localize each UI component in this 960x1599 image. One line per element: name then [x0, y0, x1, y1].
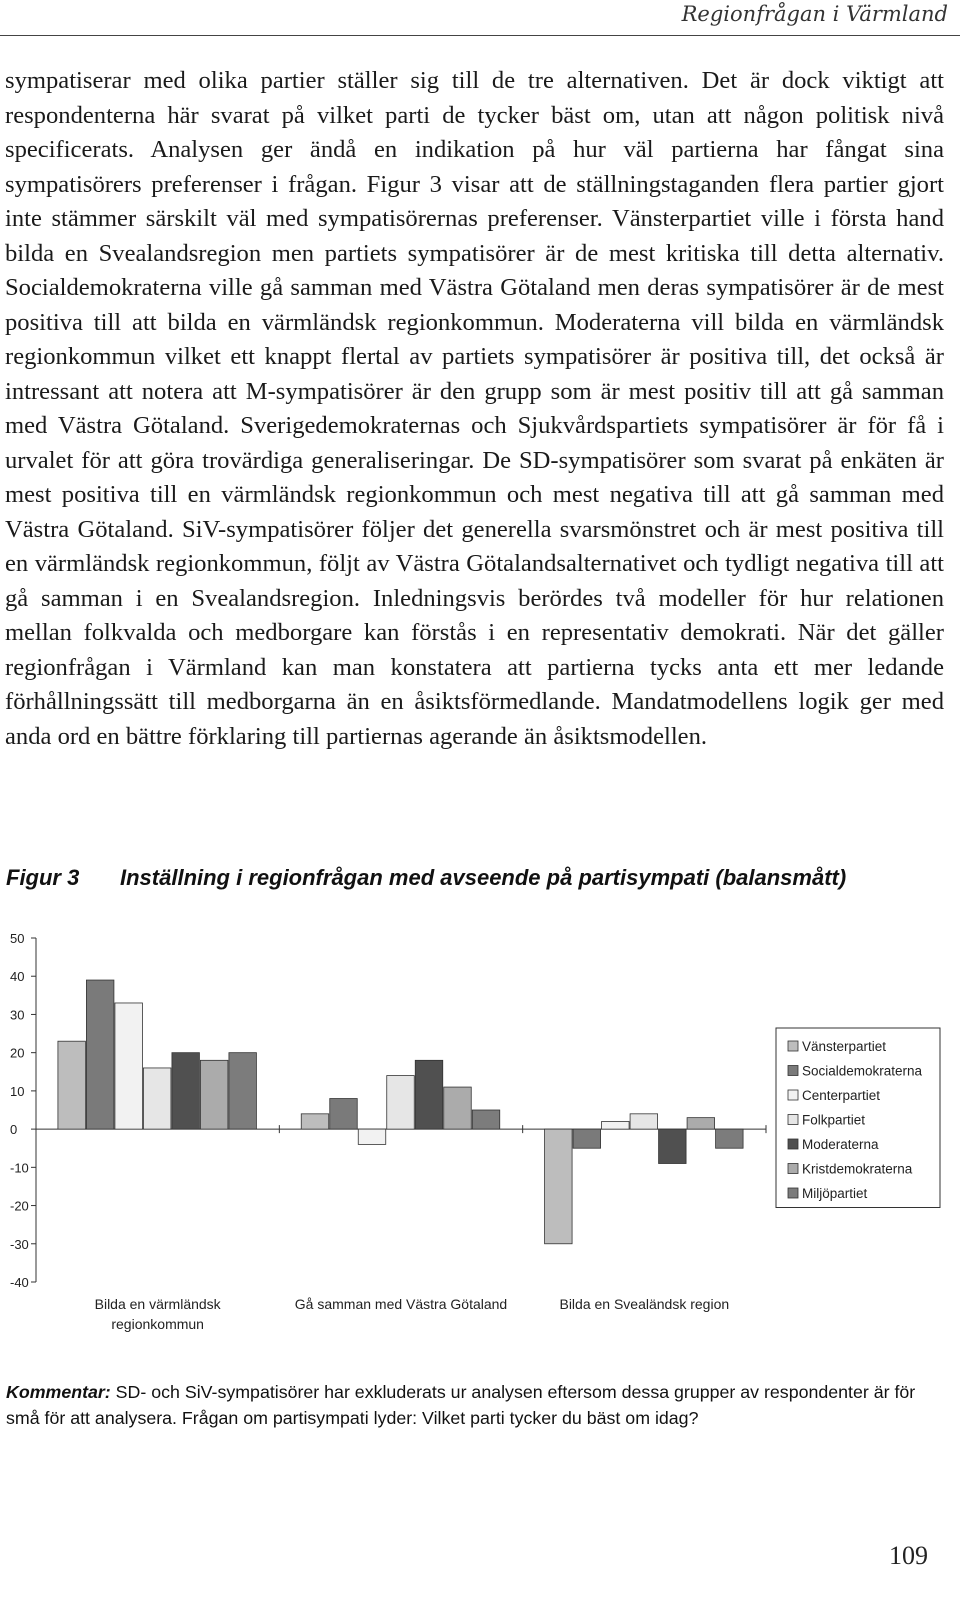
legend-swatch [788, 1090, 798, 1100]
legend-swatch [788, 1164, 798, 1174]
body-paragraph: sympatiserar med olika partier ställer sig till de tre alternativen. Det är dock viktigt att respondenterna här svarat på vilket parti de tycker bäst om, utan att någon politisk nivå specificerats. Analysen ger ändå en indikation på hur väl partierna har fångat sina sympatisörers preferenser i frågan. Figur 3 visar att de ställningstaganden flera partier gjort inte stämmer särskilt väl med sympatisörernas preferenser. Vänsterpartiet ville i första hand bilda en Svealandsregion men partiets sympatisörer är de mest kritiska till detta alternativ. Socialdemokraterna ville gå samman med Västra Götaland men deras sympatisörer är de mest positiva till att bilda en värmländsk regionkommun. Moderaterna vill bilda en värmländsk regionkommun vilket ett knappt flertal av partiets sympatisörer är positiva till, det också är intressant att notera att M-sympatisörer är den grupp som är mest positiv till att gå samman med Västra Götaland. Sverigedemokraternas och Sjukvårdspartiets sympatisörer är för få i urvalet för att göra trovärdiga generaliseringar. De SD-sympatisörer som svarat på enkäten är mest positiva till en värmländsk regionkommun och mest negativa till att gå samman med Västra Götaland. SiV-sympatisörer följer det generella svarsmönstret och är mest positiva till en värmländsk regionkommun, följt av Västra Götalandsalternativet och tydligt negativa till att gå samman i en Svealandsregion. Inledningsvis berördes två modeller för hur relationen mellan folkvalda och medborgare kan förstås i en representativ demokrati. När det gäller regionfrågan i Värmland kan man konstatera att partierna tycks anta ett mer ledande förhållningssätt till medborgarna än en åsiktsförmedlande. Mandatmodellens logik ger med anda ord en bättre förklaring till partiernas agerande än åsiktsmodellen. [5, 67, 944, 750]
legend-label: Miljöpartiet [802, 1186, 868, 1201]
legend-swatch [788, 1041, 798, 1051]
comment-text: SD- och SiV-sympatisörer har exkluderats ur analysen eftersom dessa grupper av respondenter är för små för att analysera. Frågan om partisympati lyder: Vilket parti tycker du bäst om idag? [6, 1382, 916, 1428]
x-category-label: Gå samman med Västra Götaland [294, 1296, 508, 1312]
comment-label: Kommentar: [6, 1382, 111, 1402]
y-tick-label: 50 [10, 931, 25, 946]
bar [602, 1121, 630, 1129]
x-category-label: Bilda en Svealändsk region [559, 1296, 730, 1312]
bar [143, 1068, 171, 1129]
bar [687, 1118, 715, 1129]
bar [716, 1129, 744, 1148]
bar [200, 1060, 228, 1129]
y-tick-label: 20 [10, 1045, 25, 1061]
legend-swatch [788, 1188, 798, 1198]
figure-number: Figur 3 [6, 865, 80, 890]
legend-label: Moderaterna [802, 1137, 879, 1152]
bar [58, 1041, 86, 1129]
y-tick-label: -10 [10, 1160, 29, 1176]
legend-swatch [788, 1139, 798, 1149]
figure-title: Inställning i regionfrågan med avseende på partisympati (balansmått) [120, 865, 847, 890]
y-tick-label: 0 [10, 1122, 18, 1138]
bar [86, 980, 114, 1129]
legend-label: Centerpartiet [802, 1088, 881, 1103]
legend-label: Vänsterpartiet [802, 1039, 887, 1054]
legend-swatch [788, 1066, 798, 1076]
bar [172, 1053, 200, 1129]
legend-label: Socialdemokraterna [802, 1063, 923, 1079]
bar [415, 1060, 443, 1129]
legend-label: Folkpartiet [802, 1112, 866, 1128]
page-number: 109 [889, 1541, 928, 1570]
bar [630, 1114, 658, 1129]
legend-label: Kristdemokraterna [802, 1161, 913, 1177]
x-category-label: Bilda en värmländsk [94, 1296, 221, 1312]
x-category-label: regionkommun [111, 1316, 204, 1332]
bar [330, 1099, 358, 1130]
running-title: Regionfrågan i Värmland [681, 2, 948, 26]
y-tick-label: -40 [10, 1275, 29, 1290]
bar [358, 1129, 386, 1144]
bar [659, 1129, 687, 1163]
figure-comment [6, 1379, 934, 1431]
running-header [0, 0, 960, 36]
figure-heading [6, 865, 946, 891]
bar [387, 1076, 415, 1130]
bar [472, 1110, 500, 1129]
y-tick-label: -30 [10, 1236, 29, 1252]
y-tick-label: 40 [10, 969, 25, 985]
y-tick-label: 30 [10, 1007, 25, 1023]
bar [444, 1087, 472, 1129]
y-tick-label: 10 [10, 1083, 25, 1099]
bar [545, 1129, 573, 1244]
legend-swatch [788, 1115, 798, 1125]
bar [573, 1129, 601, 1148]
bar [301, 1114, 329, 1129]
bar [229, 1053, 257, 1129]
bar [115, 1003, 142, 1129]
y-tick-label: -20 [10, 1198, 29, 1214]
bar-chart [0, 920, 960, 1350]
